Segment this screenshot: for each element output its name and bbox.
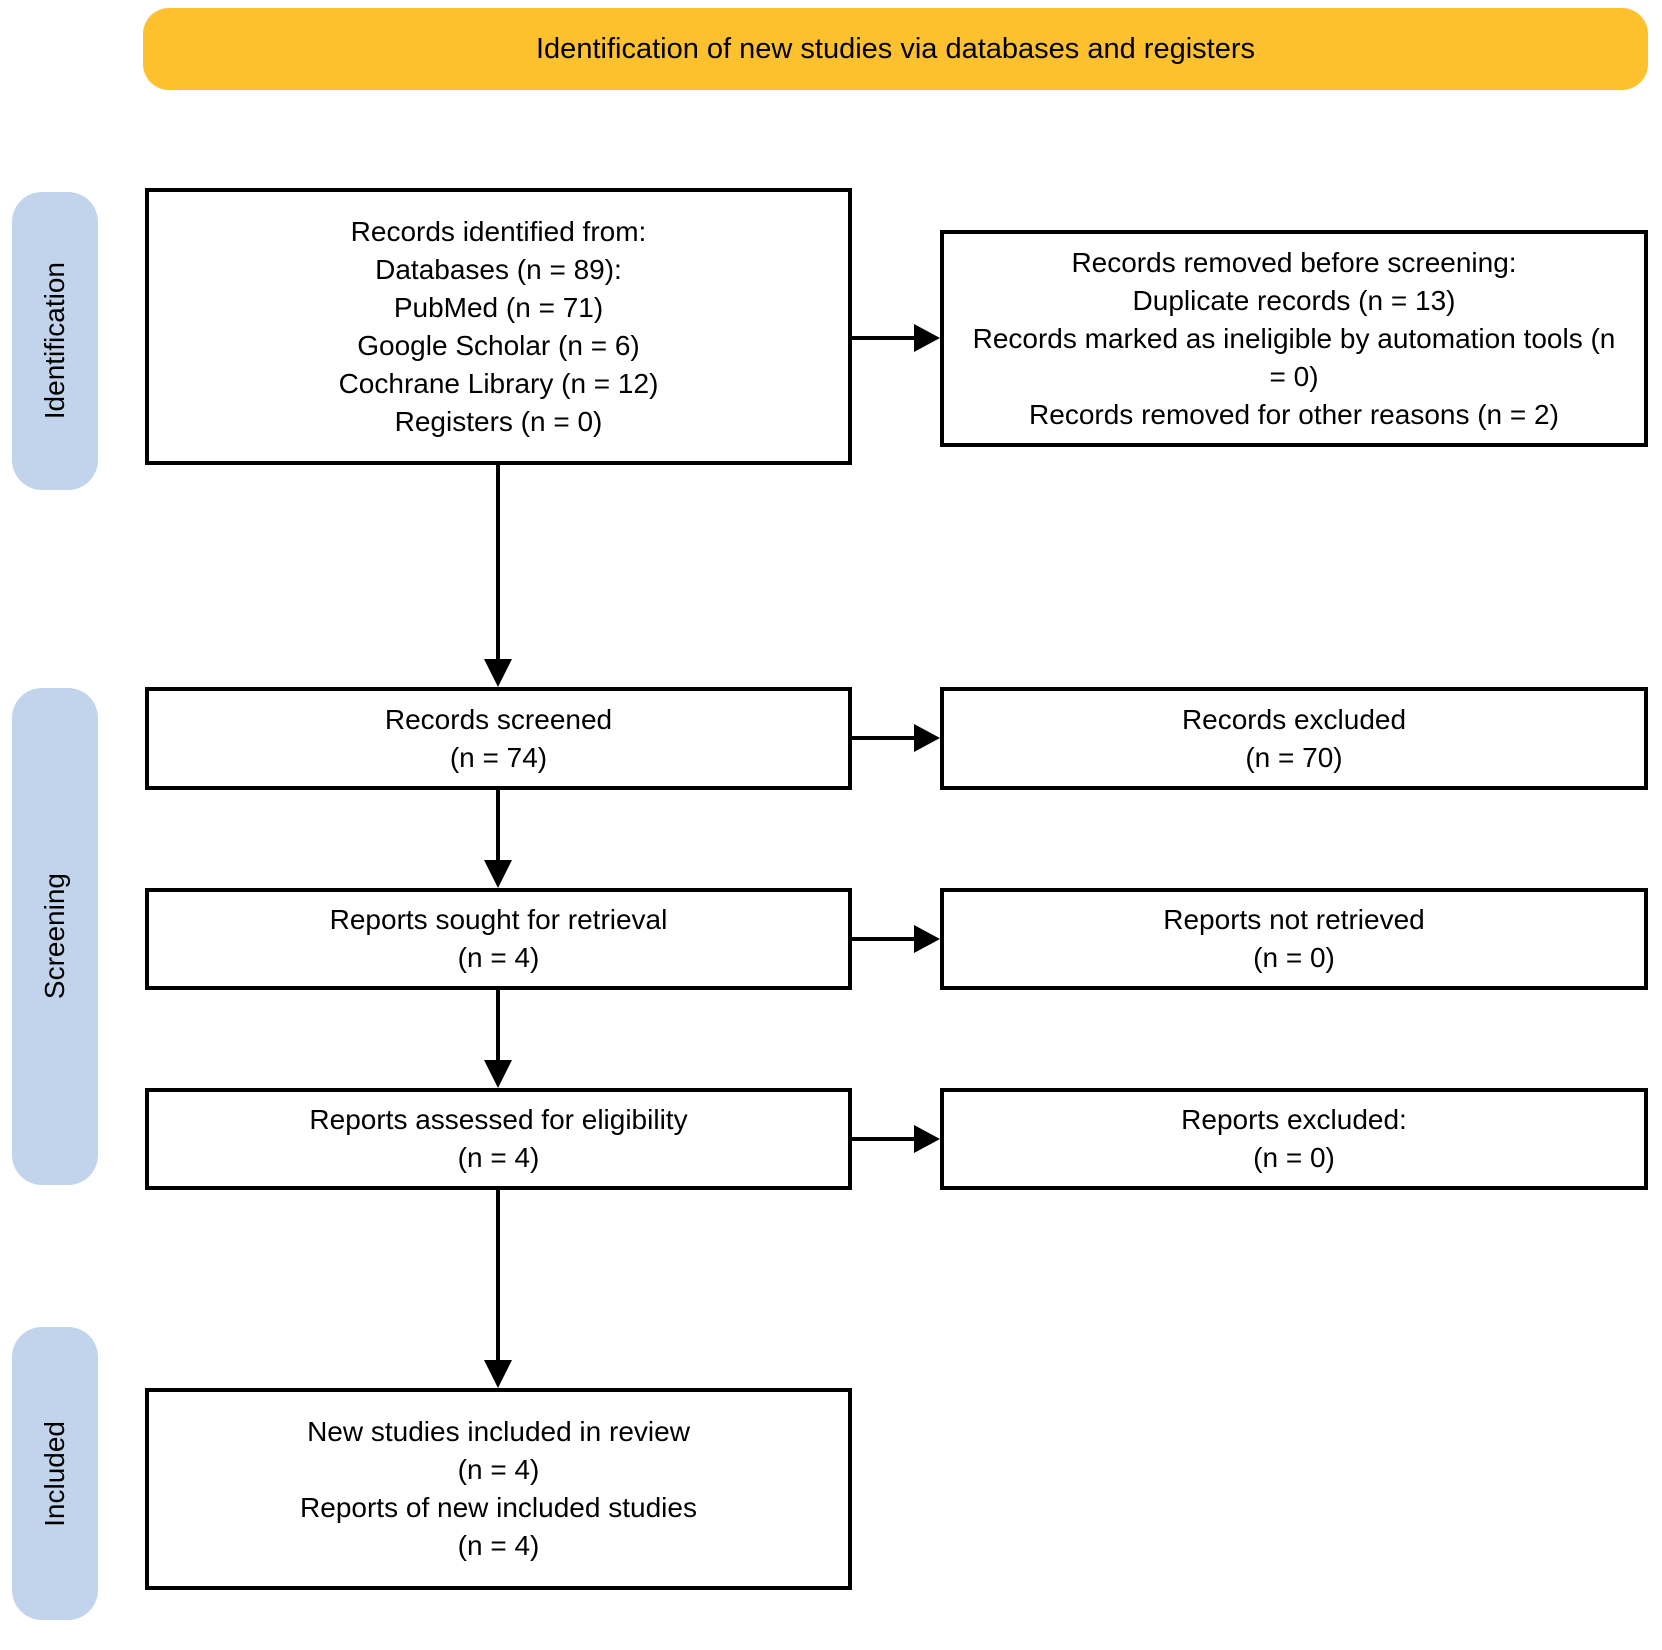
records-removed-box: [940, 230, 1648, 447]
arrow-shaft: [496, 1190, 500, 1360]
arrow-shaft: [496, 790, 500, 860]
arrow-shaft: [852, 1137, 914, 1141]
reports-not-retrieved-box: [940, 888, 1648, 990]
arrow-sought-to-not-retrieved: [852, 925, 940, 953]
arrow-identified-to-screened: [484, 465, 512, 687]
reports-excluded-box: [940, 1088, 1648, 1190]
diagram-title-banner: [143, 8, 1648, 90]
records-identified-line: Cochrane Library (n = 12): [338, 367, 659, 399]
reports-excluded-line: Reports excluded:: [1181, 1104, 1407, 1135]
arrow-down-head-icon: [484, 1060, 512, 1088]
arrow-screened-to-excluded: [852, 724, 940, 752]
records-identified-line: Google Scholar (n = 6): [357, 329, 640, 361]
arrow-shaft: [852, 937, 914, 941]
stage-label-included-text: Included: [39, 1420, 70, 1527]
records-removed-line: Records removed before screening:: [1071, 246, 1517, 278]
records-removed-line: Records removed for other reasons (n = 2): [1029, 398, 1559, 430]
arrow-assessed-to-included: [484, 1190, 512, 1388]
arrow-right-head-icon: [914, 1125, 940, 1153]
records-excluded-line: Records excluded: [1181, 703, 1407, 735]
reports-excluded-line: (n = 0): [1253, 1142, 1335, 1173]
stage-label-screening: [12, 688, 98, 1185]
studies-included-box: [145, 1388, 852, 1590]
records-screened-line: Records screened: [384, 703, 613, 735]
arrow-screened-to-sought: [484, 790, 512, 888]
diagram-title: Identification of new studies via databases and registers: [536, 32, 1255, 65]
records-excluded-box: [940, 687, 1648, 790]
arrow-right-head-icon: [914, 724, 940, 752]
records-screened-line: (n = 74): [449, 741, 548, 773]
arrow-assessed-to-reports-excluded: [852, 1125, 940, 1153]
reports-not-retrieved-line: Reports not retrieved: [1163, 904, 1425, 935]
studies-included-line: New studies included in review: [307, 1416, 690, 1447]
arrow-shaft: [496, 465, 500, 659]
stage-label-included: [12, 1327, 98, 1620]
records-excluded-line: (n = 70): [1245, 741, 1343, 773]
stage-label-screening-text: Screening: [39, 873, 70, 1000]
studies-included-line: (n = 4): [457, 1454, 540, 1485]
records-identified-line: PubMed (n = 71): [393, 291, 604, 323]
reports-assessed-box: [145, 1088, 852, 1190]
records-screened-box: [145, 687, 852, 790]
reports-assessed-line: Reports assessed for eligibility: [309, 1104, 688, 1135]
records-removed-line: Duplicate records (n = 13): [1132, 284, 1456, 316]
records-removed-line: Records marked as ineligible by automation tools (n = 0): [972, 322, 1616, 392]
arrow-down-head-icon: [484, 1360, 512, 1388]
arrow-right-head-icon: [914, 925, 940, 953]
arrow-sought-to-assessed: [484, 990, 512, 1088]
records-identified-line: Registers (n = 0): [394, 405, 603, 437]
arrow-right-head-icon: [914, 324, 940, 352]
records-identified-line: Databases (n = 89):: [375, 253, 622, 285]
records-identified-box: [145, 188, 852, 465]
arrow-shaft: [852, 336, 914, 340]
arrow-shaft: [852, 736, 914, 740]
stage-label-identification-text: Identification: [39, 262, 70, 420]
stage-label-identification: [12, 192, 98, 490]
reports-sought-box: [145, 888, 852, 990]
arrow-down-head-icon: [484, 659, 512, 687]
records-identified-line: Records identified from:: [350, 215, 647, 247]
arrow-shaft: [496, 990, 500, 1060]
reports-sought-line: Reports sought for retrieval: [329, 904, 668, 935]
reports-sought-line: (n = 4): [457, 942, 540, 973]
studies-included-line: Reports of new included studies: [300, 1492, 697, 1523]
reports-assessed-line: (n = 4): [457, 1142, 540, 1173]
reports-not-retrieved-line: (n = 0): [1253, 942, 1335, 973]
arrow-identified-to-removed: [852, 324, 940, 352]
arrow-down-head-icon: [484, 860, 512, 888]
studies-included-line: (n = 4): [457, 1530, 540, 1561]
